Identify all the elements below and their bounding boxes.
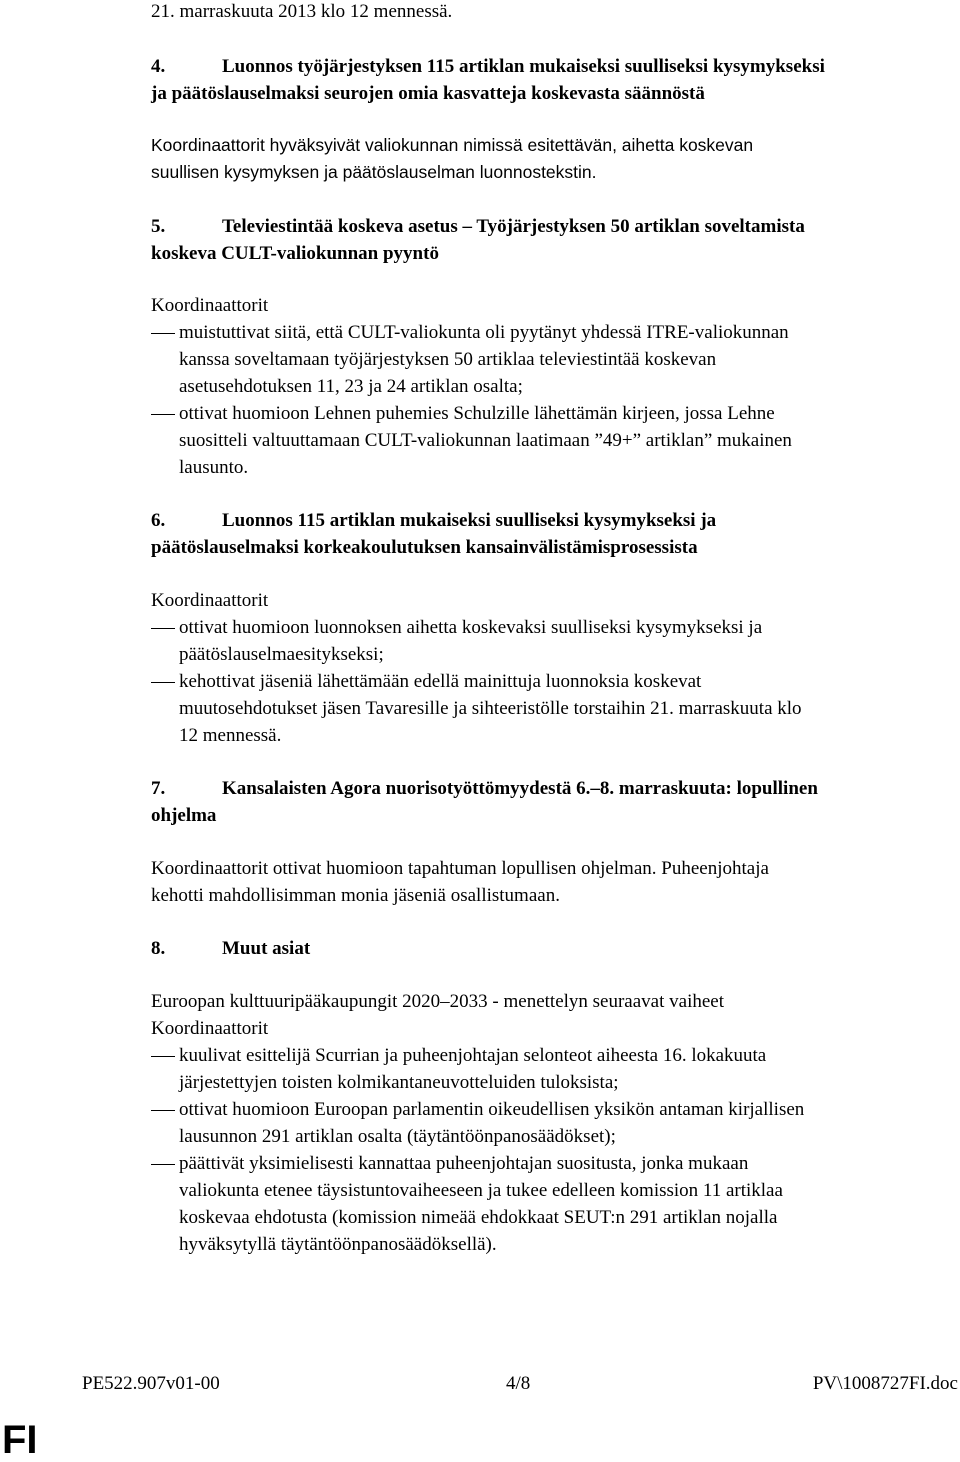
bullet-text: päättivät yksimielisesti kannattaa puheenjohtajan suositusta, jonka mukaan <box>179 1153 749 1174</box>
bullet-text: lausunto. <box>179 457 249 478</box>
bullet-text: järjestettyjen toisten kolmikantaneuvotteluiden tuloksista; <box>179 1072 619 1093</box>
bullet-text: muutosehdotukset jäsen Tavaresille ja sihteeristölle torstaihin 21. marraskuuta klo <box>179 698 802 719</box>
bullet-text: muistuttivat siitä, että CULT-valiokunta oli pyytänyt yhdessä ITRE-valiokunnan <box>179 322 789 343</box>
document-reference: PE522.907v01-00 <box>82 1373 220 1394</box>
section-title: ja päätöslauselmaksi seurojen omia kasvatteja koskevasta säännöstä <box>151 83 705 104</box>
subject-text: Koordinaattorit <box>151 1018 269 1039</box>
bullet-text: ottivat huomioon luonnoksen aihetta koskevaksi suulliseksi kysymykseksi ja <box>179 617 763 638</box>
section-title: Luonnos 115 artiklan mukaiseksi suulliseksi kysymykseksi ja <box>222 510 717 531</box>
language-code: FI <box>2 1418 38 1462</box>
continuation-text: 21. marraskuuta 2013 klo 12 mennessä. <box>151 1 453 22</box>
section-number: 4. <box>151 56 166 77</box>
subsection-heading: Euroopan kulttuuripääkaupungit 2020–2033 - menettelyn seuraavat vaiheet <box>151 991 724 1012</box>
bullet-text: päätöslauselmaesitykseksi; <box>179 644 384 665</box>
bullet-dash <box>151 628 175 629</box>
subject-text: Koordinaattorit <box>151 590 269 611</box>
section-title: päätöslauselmaksi korkeakoulutuksen kansainvälistämisprosessista <box>151 537 698 558</box>
section-title: koskeva CULT-valiokunnan pyyntö <box>151 243 439 264</box>
bullet-text: valiokunta etenee täysistuntovaiheeseen ja tukee edelleen komission 11 artiklaa <box>179 1180 783 1201</box>
bullet-dash <box>151 414 175 415</box>
section-number: 5. <box>151 216 166 237</box>
bullet-text: asetusehdotuksen 11, 23 ja 24 artiklan osalta; <box>179 376 523 397</box>
section-number: 6. <box>151 510 166 531</box>
section-title: Muut asiat <box>222 938 311 959</box>
bullet-text: hyväksytyllä täytäntöönpanosäädöksellä). <box>179 1234 497 1255</box>
paragraph-text: kehotti mahdollisimman monia jäseniä osallistumaan. <box>151 885 560 906</box>
bullet-dash <box>151 1110 175 1111</box>
bullet-text: kuulivat esittelijä Scurrian ja puheenjohtajan selonteot aiheesta 16. lokakuuta <box>179 1045 767 1066</box>
section-title: ohjelma <box>151 805 217 826</box>
bullet-dash <box>151 1056 175 1057</box>
bullet-text: kehottivat jäseniä lähettämään edellä mainittuja luonnoksia koskevat <box>179 671 702 692</box>
paragraph-text: suullisen kysymyksen ja päätöslauselman luonnostekstin. <box>151 162 597 182</box>
bullet-text: lausunnon 291 artiklan osalta (täytäntöönpanosäädökset); <box>179 1126 616 1147</box>
section-title: Kansalaisten Agora nuorisotyöttömyydestä 6.–8. marraskuuta: lopullinen <box>222 778 818 799</box>
paragraph-text: Koordinaattorit hyväksyivät valiokunnan nimissä esitettävän, aihetta koskevan <box>151 135 754 155</box>
file-name: PV\1008727FI.doc <box>812 1373 958 1394</box>
bullet-text: 12 mennessä. <box>179 725 282 746</box>
paragraph-text: Koordinaattorit ottivat huomioon tapahtuman lopullisen ohjelman. Puheenjohtaja <box>151 858 769 879</box>
section-number: 8. <box>151 938 166 959</box>
section-title: Televiestintää koskeva asetus – Työjärjestyksen 50 artiklan soveltamista <box>222 216 805 237</box>
bullet-text: kanssa soveltamaan työjärjestyksen 50 artiklaa televiestintää koskevan <box>179 349 717 370</box>
bullet-dash <box>151 1164 175 1165</box>
bullet-dash <box>151 682 175 683</box>
page-number: 4/8 <box>506 1373 531 1394</box>
section-title: Luonnos työjärjestyksen 115 artiklan mukaiseksi suulliseksi kysymykseksi <box>222 56 825 77</box>
bullet-text: suositteli valtuuttamaan CULT-valiokunnan laatimaan ”49+” artiklan” mukainen <box>179 430 792 451</box>
subject-text: Koordinaattorit <box>151 295 269 316</box>
bullet-text: koskevaa ehdotusta (komission nimeää ehdokkaat SEUT:n 291 artiklan nojalla <box>179 1207 778 1228</box>
bullet-text: ottivat huomioon Lehnen puhemies Schulzille lähettämän kirjeen, jossa Lehne <box>179 403 775 424</box>
section-number: 7. <box>151 778 166 799</box>
bullet-text: ottivat huomioon Euroopan parlamentin oikeudellisen yksikön antaman kirjallisen <box>179 1099 805 1120</box>
bullet-dash <box>151 333 175 334</box>
